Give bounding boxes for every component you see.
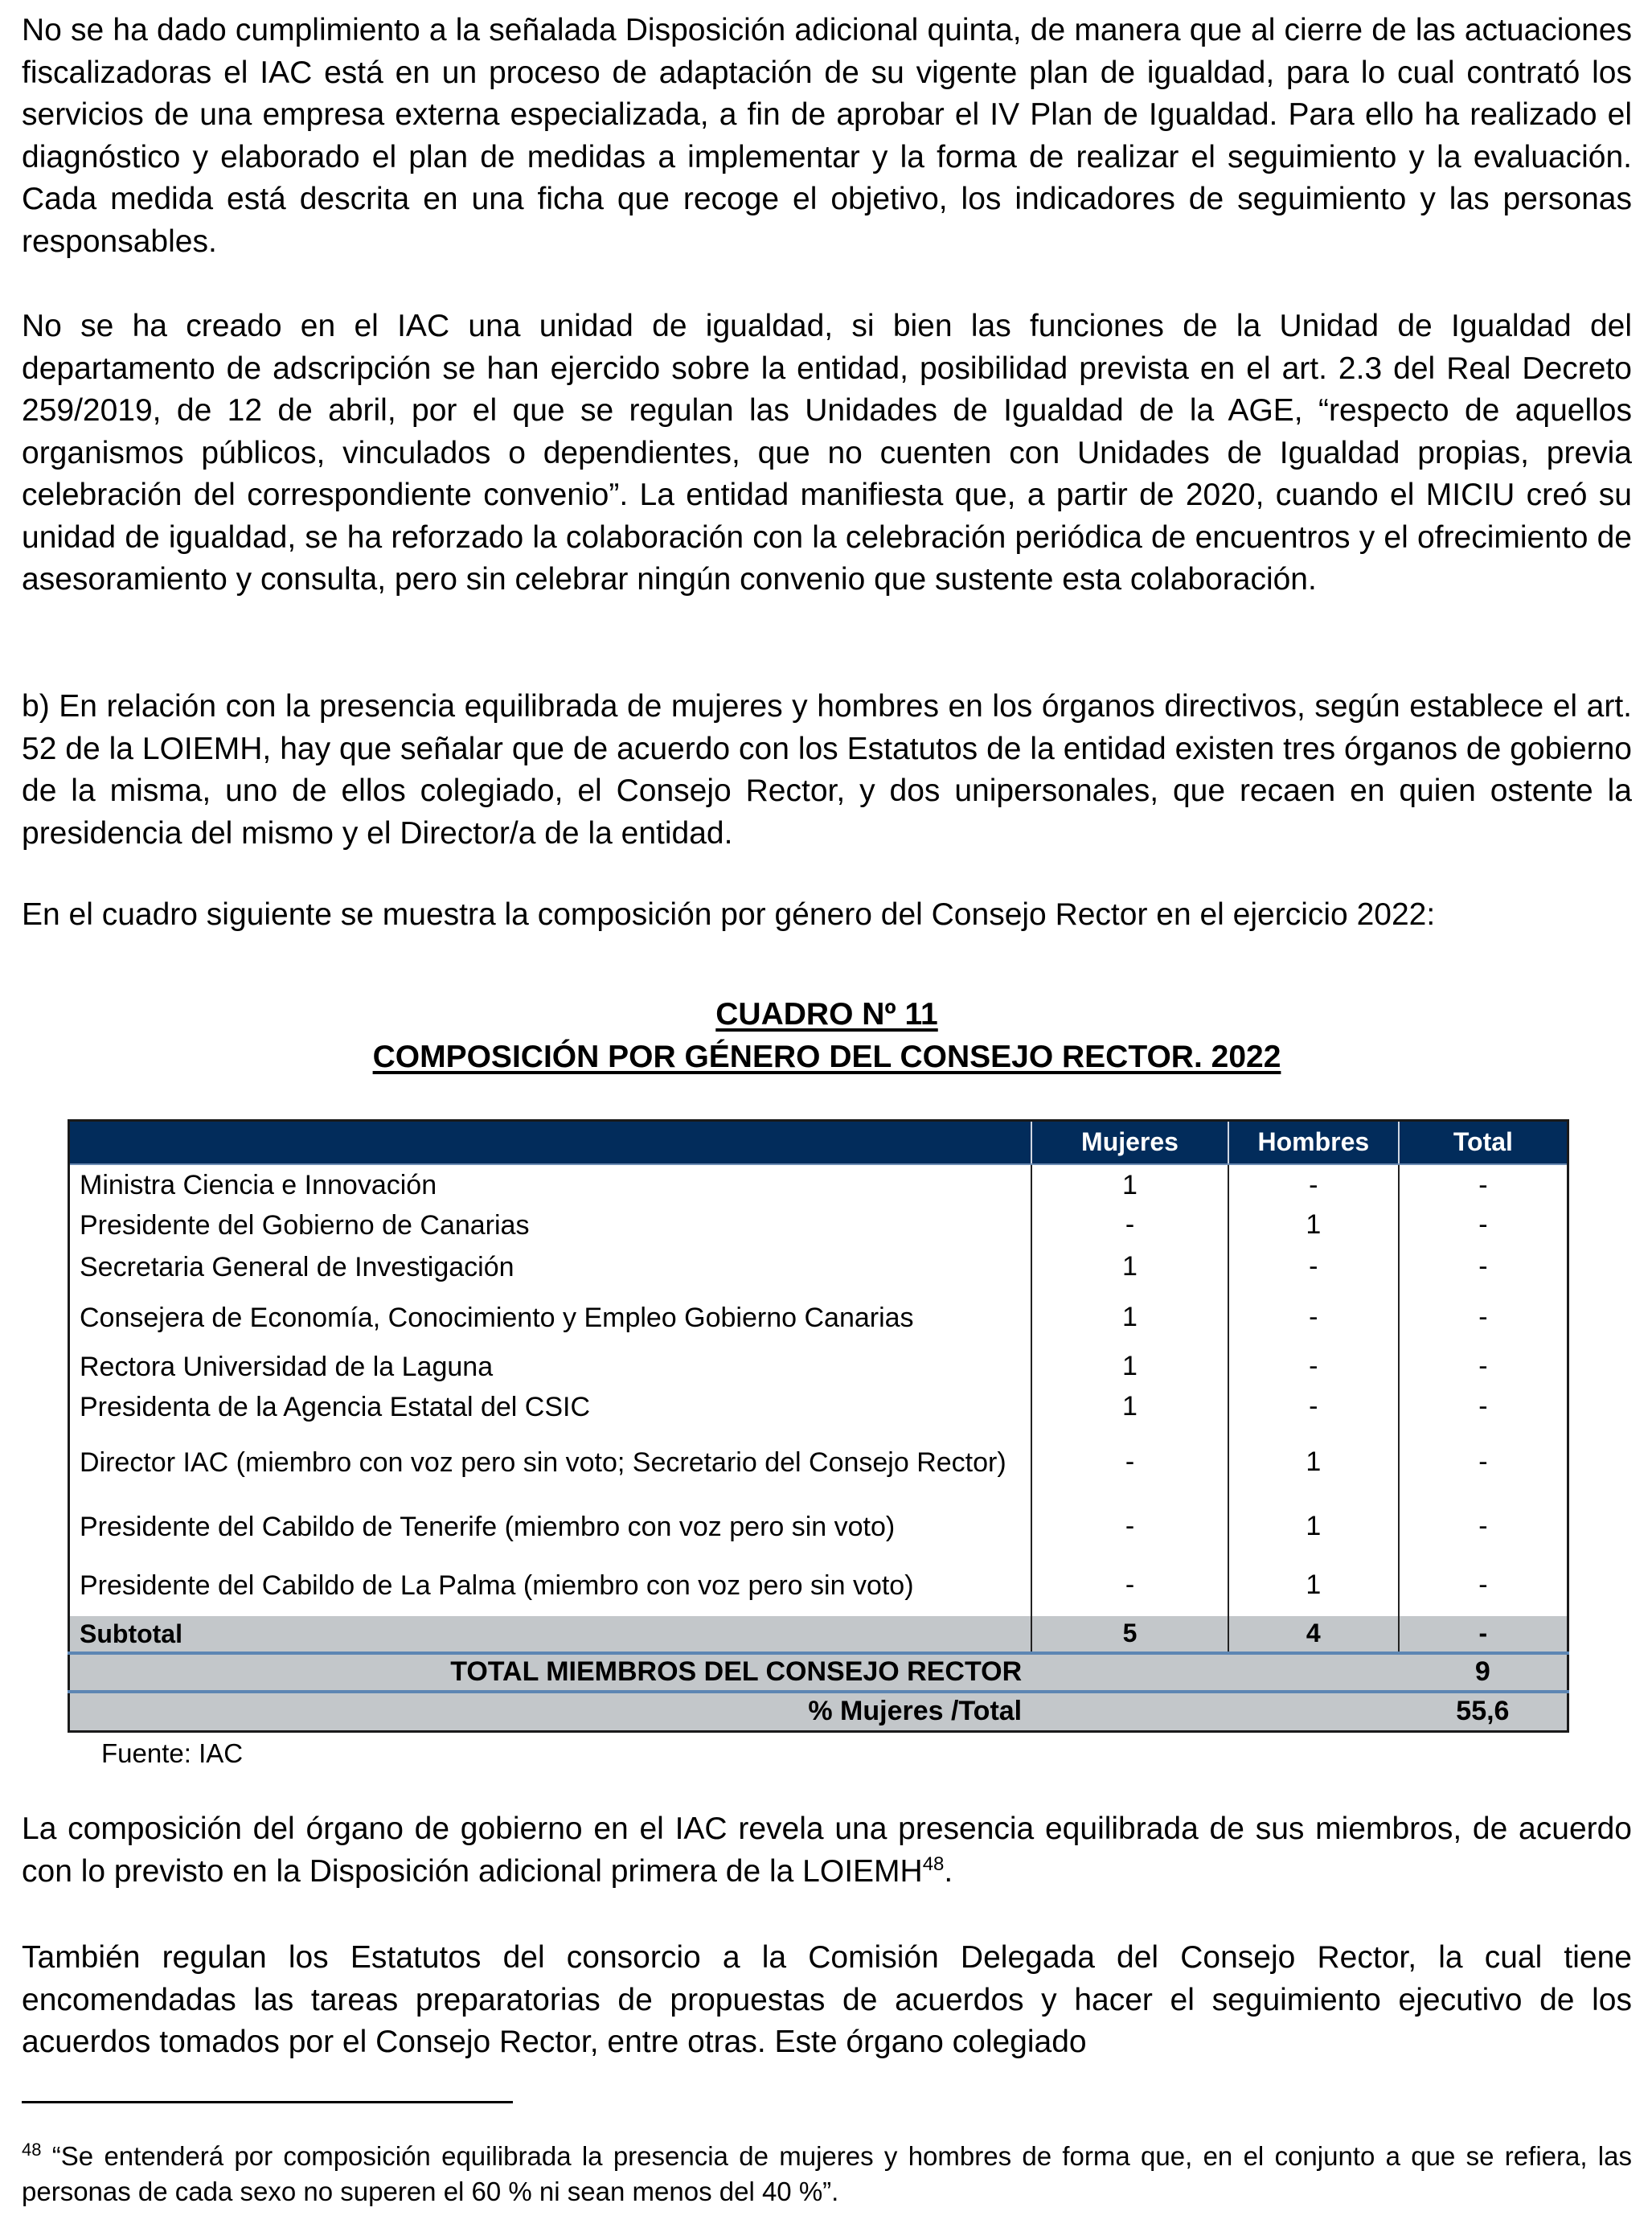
table-header-row — [69, 1121, 1568, 1164]
footnote-48 — [22, 2139, 1632, 2210]
table-caption-title — [22, 1037, 1632, 1077]
header-total: Total — [1399, 1121, 1568, 1164]
hombres-cell: - — [1228, 1388, 1399, 1426]
pct-mujeres-value: 55,6 — [1399, 1692, 1568, 1732]
table-row — [69, 1290, 1568, 1346]
header-blank — [69, 1121, 1032, 1164]
subtotal-mujeres: 5 — [1031, 1616, 1228, 1653]
member-name: Secretaria General de Investigación — [80, 1251, 514, 1282]
total-members-spacer — [1228, 1653, 1399, 1692]
hombres-cell: 1 — [1228, 1206, 1399, 1245]
mujeres-cell: - — [1031, 1555, 1228, 1616]
footnote-separator — [22, 2101, 513, 2103]
mujeres-cell: - — [1031, 1206, 1228, 1245]
paragraph-end: . — [944, 1853, 953, 1889]
header-hombres: Hombres — [1228, 1121, 1399, 1164]
table-row — [69, 1499, 1568, 1555]
total-cell: - — [1399, 1499, 1568, 1555]
paragraph-composicion-equilibrada — [22, 1808, 1632, 1893]
subtotal-total: - — [1399, 1616, 1568, 1653]
footnote-number: 48 — [22, 2140, 42, 2160]
consejo-rector-table — [68, 1119, 1569, 1733]
pct-mujeres-spacer — [1031, 1692, 1228, 1732]
member-name: Presidente del Gobierno de Canarias — [80, 1209, 530, 1241]
hombres-cell: - — [1228, 1164, 1399, 1206]
header-mujeres: Mujeres — [1031, 1121, 1228, 1164]
total-cell: - — [1399, 1388, 1568, 1426]
subtotal-row — [69, 1616, 1568, 1653]
hombres-cell: - — [1228, 1245, 1399, 1290]
total-cell: - — [1399, 1164, 1568, 1206]
pct-mujeres-spacer — [1228, 1692, 1399, 1732]
mujeres-cell: - — [1031, 1426, 1228, 1499]
mujeres-cell: 1 — [1031, 1245, 1228, 1290]
total-cell: - — [1399, 1426, 1568, 1499]
hombres-cell: 1 — [1228, 1499, 1399, 1555]
caption-title-text: COMPOSICIÓN POR GÉNERO DEL CONSEJO RECTOR. 2022 — [372, 1040, 1281, 1074]
total-members-row — [69, 1653, 1568, 1692]
table-row — [69, 1164, 1568, 1206]
table-row — [69, 1346, 1568, 1388]
pct-mujeres-label: % Mujeres /Total — [69, 1692, 1032, 1732]
member-name: Consejera de Economía, Conocimiento y Empleo Gobierno Canarias — [80, 1302, 914, 1333]
mujeres-cell: 1 — [1031, 1346, 1228, 1388]
table-row — [69, 1426, 1568, 1499]
paragraph-organos-directivos: b) En relación con la presencia equilibrada de mujeres y hombres en los órganos directivos, según establece el art. 52 de la LOIEMH, hay que señalar que de acuerdo con los Estatutos de la entidad existen tres órganos de gobierno de la misma, uno de ellos colegiado, el Consejo Rector, y dos unipersonales, que recaen en quien ostente la presidencia del mismo y el Director/a de la entidad. — [22, 689, 1632, 851]
paragraph-plan-igualdad: No se ha dado cumplimiento a la señalada Disposición adicional quinta, de manera que al cierre de las actuaciones fiscalizadoras el IAC está en un proceso de adaptación de su vigente plan de igualdad, para lo cual contrató los servicios de una empresa externa especializada, a fin de aprobar el IV Plan de Igualdad. Para ello ha realizado el diagnóstico y elaborado el plan de medidas a implementar y la forma de realizar el seguimiento y la evaluación. Cada medida está descrita en una ficha que recoge el objetivo, los indicadores de seguimiento y las personas responsables. — [22, 13, 1632, 259]
member-name: Director IAC (miembro con voz pero sin voto; Secretario del Consejo Rector) — [80, 1446, 1006, 1478]
hombres-cell: 1 — [1228, 1555, 1399, 1616]
table-row — [69, 1555, 1568, 1616]
subtotal-hombres: 4 — [1228, 1616, 1399, 1653]
member-name: Rectora Universidad de la Laguna — [80, 1351, 494, 1382]
total-cell: - — [1399, 1290, 1568, 1346]
member-name: Presidente del Cabildo de Tenerife (miembro con voz pero sin voto) — [80, 1511, 896, 1542]
mujeres-cell: 1 — [1031, 1388, 1228, 1426]
hombres-cell: - — [1228, 1346, 1399, 1388]
table-row — [69, 1245, 1568, 1290]
footnote-reference[interactable]: 48 — [922, 1853, 945, 1875]
member-name: Presidenta de la Agencia Estatal del CSIC — [80, 1391, 591, 1422]
total-cell: - — [1399, 1245, 1568, 1290]
mujeres-cell: 1 — [1031, 1290, 1228, 1346]
total-members-spacer — [1031, 1653, 1228, 1692]
footnote-text: “Se entenderá por composición equilibrada la presencia de mujeres y hombres de forma que, en el conjunto a que se refiera, las personas de cada sexo no superen el 60 % ni sean menos del 40 %”. — [22, 2141, 1632, 2206]
mujeres-cell: 1 — [1031, 1164, 1228, 1206]
paragraph-unidad-igualdad: No se ha creado en el IAC una unidad de igualdad, si bien las funciones de la Unidad de Igualdad del departamento de adscripción se han ejercido sobre la entidad, posibilidad prevista en el art. 2.3 del Real Decreto 259/2019, de 12 de abril, por el que se regulan las Unidades de Igualdad de la AGE, “respecto de aquellos organismos públicos, vinculados o dependientes, que no cuenten con Unidades de Igualdad propias, previa celebración del correspondiente convenio”. La entidad manifiesta que, a partir de 2020, cuando el MICIU creó su unidad de igualdad, se ha reforzado la colaboración con la celebración periódica de encuentros y el ofrecimiento de asesoramiento y consulta, pero sin celebrar ningún convenio que sustente esta colaboración. — [22, 309, 1632, 597]
total-cell: - — [1399, 1346, 1568, 1388]
paragraph-table-intro: En el cuadro siguiente se muestra la composición por género del Consejo Rector en el ejercicio 2022: — [22, 897, 1436, 932]
pct-mujeres-row — [69, 1692, 1568, 1732]
member-name: Ministra Ciencia e Innovación — [80, 1170, 437, 1200]
table-row — [69, 1388, 1568, 1426]
total-cell: - — [1399, 1206, 1568, 1245]
hombres-cell: 1 — [1228, 1426, 1399, 1499]
caption-number-text: CUADRO Nº 11 — [715, 997, 938, 1032]
hombres-cell: - — [1228, 1290, 1399, 1346]
member-name: Presidente del Cabildo de La Palma (miembro con voz pero sin voto) — [80, 1569, 914, 1601]
subtotal-label: Subtotal — [69, 1616, 1032, 1653]
table-caption-number — [22, 995, 1632, 1035]
table-source: Fuente: IAC — [101, 1738, 244, 1768]
paragraph-text: La composición del órgano de gobierno en el IAC revela una presencia equilibrada de sus miembros, de acuerdo con lo previsto en la Disposición adicional primera de la LOIEMH — [22, 1812, 1632, 1889]
table-row — [69, 1206, 1568, 1245]
total-cell: - — [1399, 1555, 1568, 1616]
total-members-label: TOTAL MIEMBROS DEL CONSEJO RECTOR — [69, 1653, 1032, 1692]
mujeres-cell: - — [1031, 1499, 1228, 1555]
paragraph-comision-delegada: También regulan los Estatutos del consorcio a la Comisión Delegada del Consejo Rector, la cual tiene encomendadas las tareas preparatorias de propuestas de acuerdos y hacer el seguimiento ejecutivo de los acuerdos tomados por el Consejo Rector, entre otras. Este órgano colegiado — [22, 1940, 1632, 2059]
total-members-value: 9 — [1399, 1653, 1568, 1692]
